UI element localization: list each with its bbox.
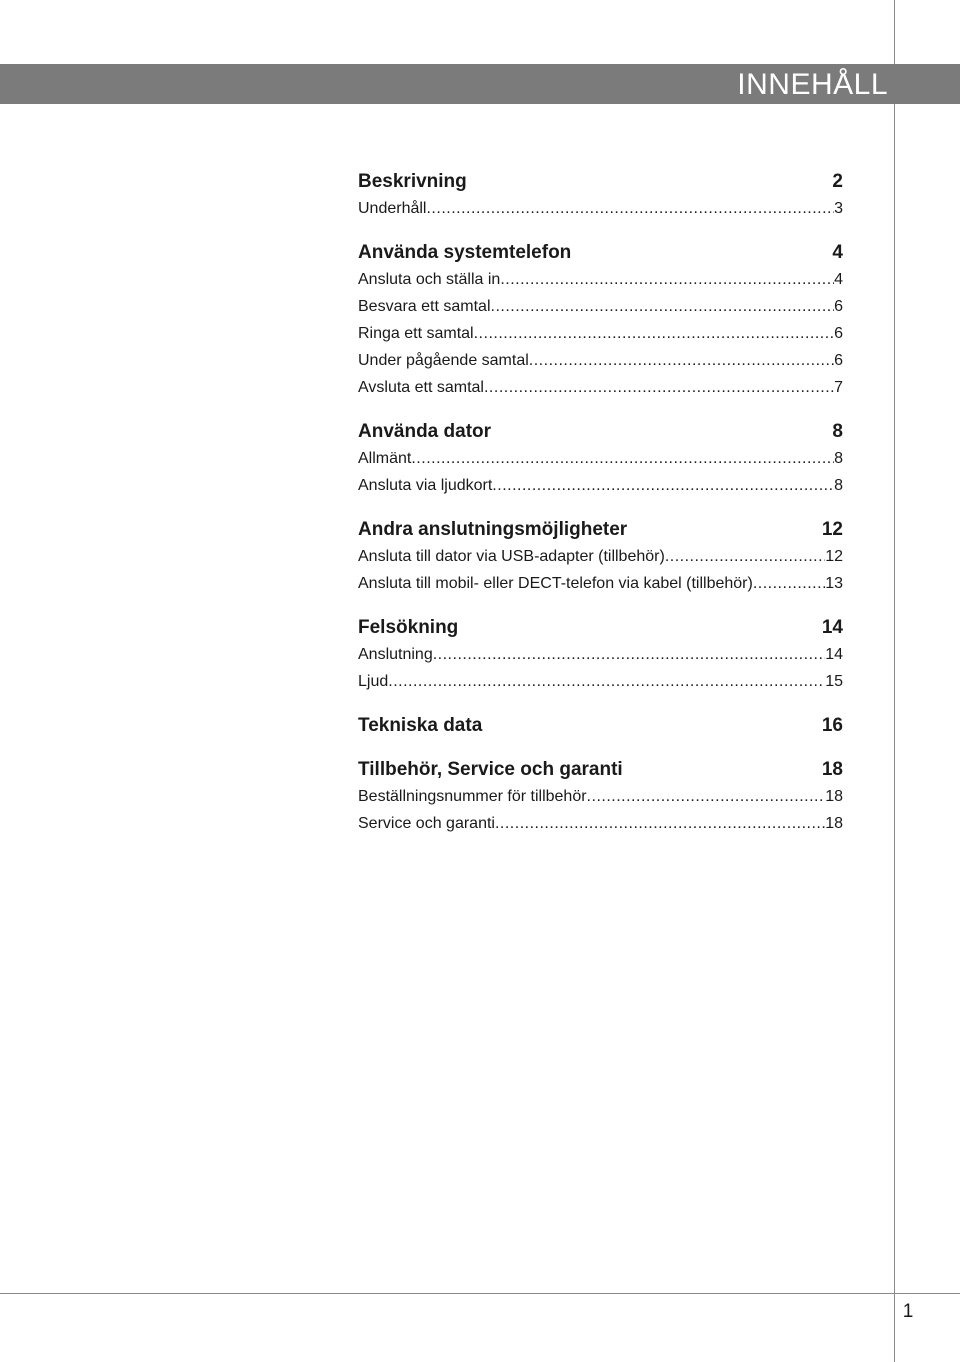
toc-entry-page: 18 [825, 788, 843, 805]
toc-entry[interactable] [358, 543, 843, 570]
toc-section [358, 756, 843, 837]
toc-entry-page: 6 [834, 352, 843, 369]
toc-section-heading[interactable] [358, 516, 843, 543]
toc-section [358, 239, 843, 401]
toc-entry[interactable] [358, 374, 843, 401]
toc-section-page: 2 [832, 171, 843, 192]
toc-entry[interactable] [358, 810, 843, 837]
toc-entry-label: Ljud [358, 673, 389, 690]
table-of-contents [358, 168, 843, 837]
dot-leader [587, 783, 826, 810]
toc-entry-label: Under pågående samtal [358, 352, 529, 369]
toc-entry[interactable] [358, 320, 843, 347]
dot-leader [492, 472, 834, 499]
toc-entry[interactable] [358, 570, 843, 597]
toc-entry-page: 4 [834, 271, 843, 288]
toc-section-title: Använda dator [358, 421, 492, 442]
toc-section [358, 168, 843, 222]
toc-section-title: Tillbehör, Service och garanti [358, 759, 623, 780]
page-title: INNEHÅLL [737, 68, 888, 101]
toc-section-heading[interactable] [358, 168, 843, 195]
toc-section-heading[interactable] [358, 614, 843, 641]
dot-leader [495, 810, 825, 837]
toc-section-heading[interactable] [358, 239, 843, 266]
toc-section-title: Använda systemtelefon [358, 242, 572, 263]
dot-leader [753, 570, 825, 597]
toc-section [358, 418, 843, 499]
toc-section-page: 18 [821, 759, 843, 780]
dot-leader [491, 293, 835, 320]
toc-entry[interactable] [358, 266, 843, 293]
toc-entry-label: Ansluta till mobil- eller DECT-telefon via kabel (tillbehör) [358, 575, 753, 592]
toc-entry-label: Ansluta till dator via USB-adapter (tillbehör) [358, 548, 665, 565]
toc-section [358, 516, 843, 597]
dot-leader [474, 320, 834, 347]
toc-section [358, 614, 843, 695]
toc-entry-page: 6 [834, 298, 843, 315]
toc-section-page: 4 [832, 242, 843, 263]
toc-entry-page: 6 [834, 325, 843, 342]
toc-section-title: Beskrivning [358, 171, 467, 192]
toc-section-title: Andra anslutningsmöjligheter [358, 519, 628, 540]
dot-leader [529, 347, 834, 374]
page-number: 1 [902, 1301, 914, 1322]
footer-rule [0, 1293, 960, 1294]
toc-entry-page: 12 [825, 548, 843, 565]
toc-entry-page: 3 [834, 200, 843, 217]
toc-section-heading[interactable] [358, 712, 843, 739]
toc-entry-page: 18 [825, 815, 843, 832]
dot-leader [665, 543, 825, 570]
dot-leader [388, 668, 825, 695]
toc-entry-label: Ansluta och ställa in [358, 271, 501, 288]
toc-entry[interactable] [358, 293, 843, 320]
toc-entry-label: Ansluta via ljudkort [358, 477, 493, 494]
toc-entry[interactable] [358, 641, 843, 668]
toc-section-title: Felsökning [358, 617, 459, 638]
toc-entry-label: Service och garanti [358, 815, 495, 832]
dot-leader [433, 641, 825, 668]
dot-leader [484, 374, 834, 401]
toc-entry-label: Avsluta ett samtal [358, 379, 484, 396]
toc-section [358, 712, 843, 739]
toc-entry-label: Underhåll [358, 200, 427, 217]
toc-section-page: 12 [821, 519, 843, 540]
dot-leader [411, 445, 834, 472]
toc-section-heading[interactable] [358, 418, 843, 445]
toc-entry-label: Besvara ett samtal [358, 298, 491, 315]
toc-entry-page: 15 [825, 673, 843, 690]
toc-entry-page: 7 [834, 379, 843, 396]
toc-entry[interactable] [358, 347, 843, 374]
toc-entry[interactable] [358, 783, 843, 810]
right-margin-rule [894, 0, 895, 1362]
toc-entry[interactable] [358, 472, 843, 499]
toc-section-page: 16 [821, 715, 843, 736]
dot-leader [426, 195, 834, 222]
toc-entry-page: 8 [834, 477, 843, 494]
toc-entry[interactable] [358, 195, 843, 222]
toc-section-title: Tekniska data [358, 715, 483, 736]
toc-entry-label: Allmänt [358, 450, 412, 467]
toc-section-page: 14 [821, 617, 843, 638]
toc-entry-label: Beställningsnummer för tillbehör [358, 788, 587, 805]
toc-entry-page: 14 [825, 646, 843, 663]
toc-entry-page: 13 [825, 575, 843, 592]
toc-entry[interactable] [358, 445, 843, 472]
dot-leader [500, 266, 834, 293]
toc-section-heading[interactable] [358, 756, 843, 783]
toc-entry-page: 8 [834, 450, 843, 467]
toc-entry-label: Ringa ett samtal [358, 325, 474, 342]
toc-entry[interactable] [358, 668, 843, 695]
toc-entry-label: Anslutning [358, 646, 433, 663]
toc-section-page: 8 [832, 421, 843, 442]
